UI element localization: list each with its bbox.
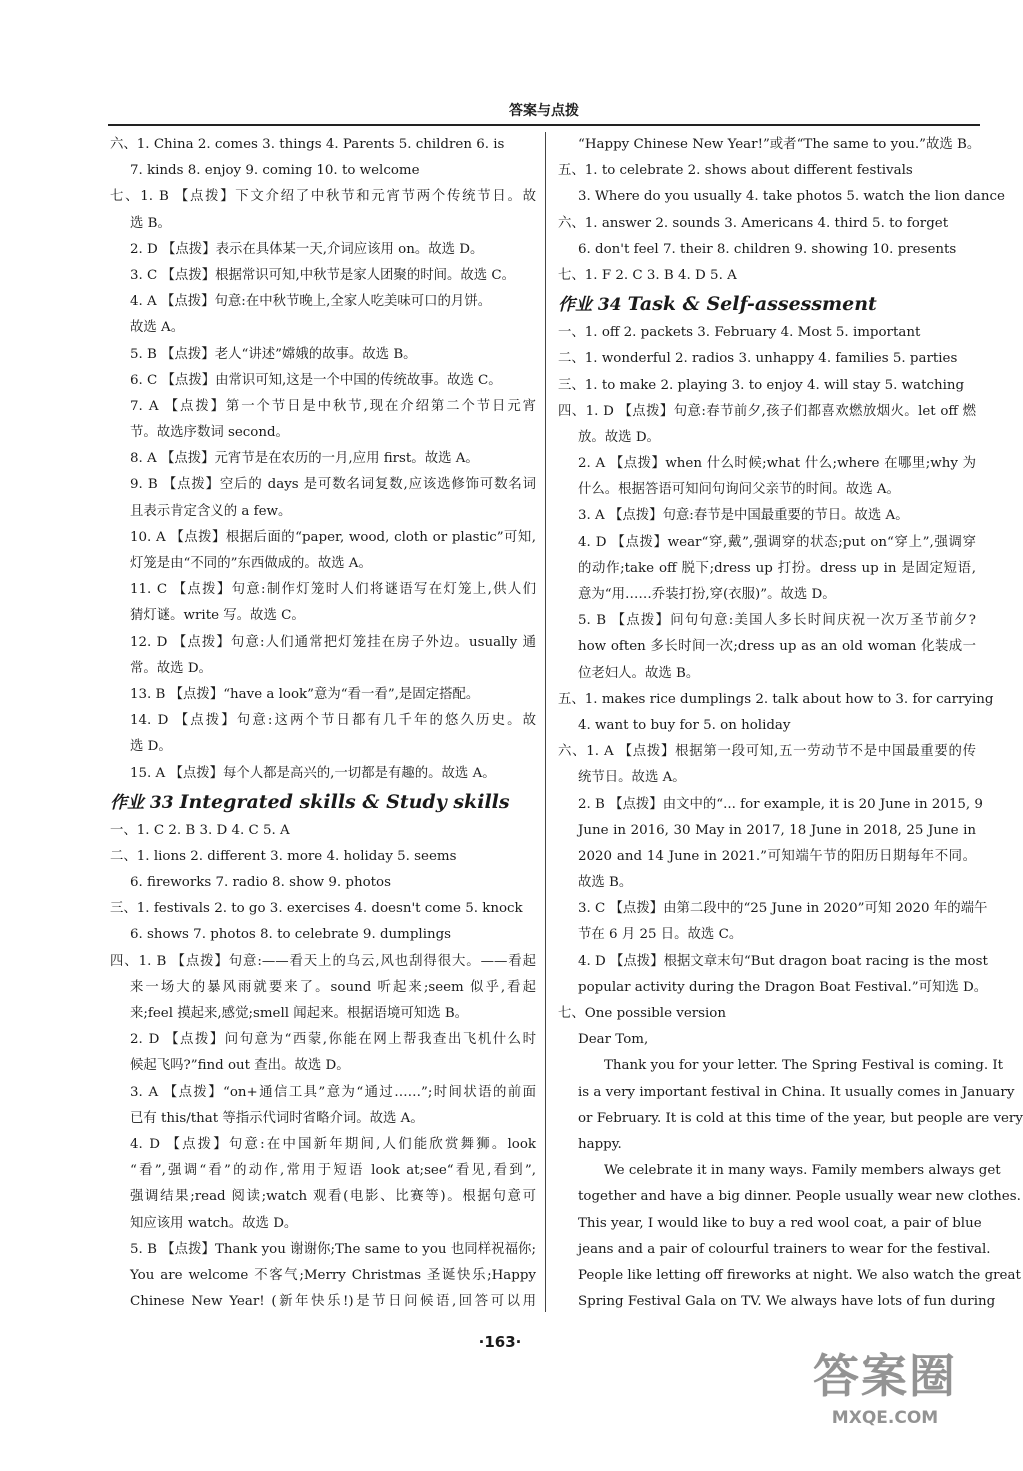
- text-line: 二、1. lions 2. different 3. more 4. holiday 5. seems: [110, 848, 457, 864]
- right-column: [558, 132, 1023, 1315]
- text-line: 9. B 【点拨】空后的 days 是可数名词复数,应该选修饰可数名词: [130, 477, 536, 493]
- text-line: 灯笼是由“不同的”东西做成的。故选 A。: [130, 556, 372, 571]
- section-number: 作业 33: [110, 792, 174, 813]
- text-line: “Happy Chinese New Year!”或者“The same to you.”故选 B。: [578, 137, 981, 152]
- text-line: 5. B 【点拨】老人“讲述”嫦娥的故事。故选 B。: [130, 346, 417, 362]
- text-line: 故选 A。: [130, 320, 185, 336]
- page-number: ·163·: [478, 1333, 522, 1351]
- text-line: 的动作;take off 脱下;dress up 打扮。dress up in 是固定短语,: [578, 560, 976, 576]
- text-line: 5. B 【点拨】Thank you 谢谢你;The same to you 也同样祝福你;: [130, 1241, 536, 1257]
- text-line: 3. Where do you usually 4. take photos 5. watch the lion dance: [578, 189, 1005, 205]
- text-line: 2. A 【点拨】when 什么时候;what 什么;where 在哪里;why 为: [578, 456, 976, 472]
- text-line: 7. A 【点拨】第一个节日是中秋节,现在介绍第二个节日元宵: [130, 398, 536, 414]
- text-line: 4. D 【点拨】句意:在中国新年期间,人们能欣赏舞狮。look: [130, 1136, 536, 1152]
- text-line: 候起飞吗?”find out 查出。故选 D。: [130, 1058, 350, 1074]
- watermark-logo-text: 答案圈: [813, 1349, 957, 1403]
- text-line: happy.: [578, 1136, 622, 1152]
- text-line: 来;feel 摸起来,感觉;smell 闻起来。根据语境可知选 B。: [130, 1006, 469, 1021]
- text-line: 6. fireworks 7. radio 8. show 9. photos: [130, 875, 391, 891]
- page-header-title: 答案与点拨: [509, 103, 579, 119]
- text-line: 来一场大的暴风雨就要来了。sound 听起来;seem 似乎,看起: [130, 979, 536, 995]
- text-line: 六、1. China 2. comes 3. things 4. Parents 5. children 6. is: [110, 137, 505, 152]
- text-line: 6. C 【点拨】由常识可知,这是一个中国的传统故事。故选 C。: [130, 372, 502, 388]
- text-line: 3. A 【点拨】“on+通信工具”意为“通过……”;时间状语的前面: [130, 1084, 536, 1100]
- section-title: [558, 289, 976, 320]
- text-line: 什么。根据答语可知问句询问父亲节的时间。故选 A。: [578, 482, 900, 498]
- text-line: “看”,强调“看”的动作,常用于短语 look at;see“看见,看到”,: [130, 1163, 536, 1179]
- text-line: 5. B 【点拨】问句句意:美国人多长时间庆祝一次万圣节前夕?: [578, 613, 976, 629]
- text-line: 四、1. B 【点拨】句意:——看天上的乌云,风也刮得很大。——看起: [110, 953, 536, 969]
- text-line: 6. shows 7. photos 8. to celebrate 9. dumplings: [130, 927, 452, 943]
- text-line: People like letting off fireworks at night. We also watch the great: [578, 1267, 1021, 1283]
- text-line: 五、1. to celebrate 2. shows about different festivals: [558, 163, 913, 179]
- text-line: 且表示肯定含义的 a few。: [130, 503, 292, 519]
- text-line: Chinese New Year! (新年快乐!)是节日问候语,回答可以用: [130, 1294, 536, 1310]
- text-line: 强调结果;read 阅读;watch 观看(电影、比赛等)。根据句意可: [130, 1189, 536, 1205]
- text-line: 四、1. D 【点拨】句意:春节前夕,孩子们都喜欢燃放烟火。let off 燃: [558, 403, 976, 419]
- text-line: You are welcome 不客气;Merry Christmas 圣诞快乐;Happy: [130, 1267, 536, 1283]
- text-line: 六、1. A 【点拨】根据第一段可知,五一劳动节不是中国最重要的传: [558, 744, 976, 760]
- text-line: 常。故选 D。: [130, 660, 212, 676]
- text-line: 10. A 【点拨】根据后面的“paper, wood, cloth or plastic”可知,: [130, 529, 536, 545]
- text-line: 2. D 【点拨】问句意为“西蒙,你能在网上帮我查出飞机什么时: [130, 1032, 536, 1048]
- section-heading: Task & Self-assessment: [627, 293, 877, 316]
- text-line: is a very important festival in China. It usually comes in January: [578, 1084, 1015, 1100]
- text-line: 故选 B。: [578, 875, 633, 891]
- text-line: 3. C 【点拨】由第二段中的“25 June in 2020”可知 2020 年的端午: [578, 901, 988, 917]
- text-line: together and have a big dinner. People usually wear new clothes.: [578, 1189, 1021, 1205]
- text-line: 13. B 【点拨】“have a look”意为“看一看”,是固定搭配。: [130, 686, 480, 702]
- text-line: 8. A 【点拨】元宵节是在农历的一月,应用 first。故选 A。: [130, 451, 479, 467]
- text-line: 七、1. F 2. C 3. B 4. D 5. A: [558, 267, 737, 283]
- text-line: 已有 this/that 等指示代词时省略介词。故选 A。: [130, 1110, 424, 1126]
- text-line: 三、1. to make 2. playing 3. to enjoy 4. will stay 5. watching: [558, 377, 965, 393]
- text-line: 4. want to buy for 5. on holiday: [578, 717, 791, 733]
- text-line: 12. D 【点拨】句意:人们通常把灯笼挂在房子外边。usually 通: [130, 634, 536, 650]
- text-line: 4. D 【点拨】wear“穿,戴”,强调穿的状态;put on“穿上”,强调穿: [578, 534, 976, 550]
- page-header: [108, 96, 980, 126]
- text-line: Spring Festival Gala on TV. We always have lots of fun during: [578, 1294, 996, 1310]
- text-line: 14. D 【点拨】句意:这两个节日都有几千年的悠久历史。故: [130, 713, 536, 729]
- text-line: 4. A 【点拨】句意:在中秋节晚上,全家人吃美味可口的月饼。: [130, 294, 492, 310]
- watermark-url: MXQE.COM: [831, 1408, 939, 1428]
- text-line: how often 多长时间一次;dress up as an old woman 化装成一: [578, 639, 976, 655]
- text-line: 3. C 【点拨】根据常识可知,中秋节是家人团聚的时间。故选 C。: [130, 267, 516, 283]
- text-line: 三、1. festivals 2. to go 3. exercises 4. doesn't come 5. knock: [110, 901, 523, 917]
- text-line: or February. It is cold at this time of the year, but people are very: [578, 1110, 1023, 1126]
- text-line: 放。故选 D。: [578, 429, 660, 445]
- text-line: 3. A 【点拨】句意:春节是中国最重要的节日。故选 A。: [578, 508, 909, 524]
- text-line: 6. don't feel 7. their 8. children 9. showing 10. presents: [578, 241, 957, 257]
- text-line: 知应该用 watch。故选 D。: [130, 1215, 298, 1231]
- text-line: 选 B。: [130, 215, 171, 231]
- text-line: 七、1. B 【点拨】下文介绍了中秋节和元宵节两个传统节日。故: [110, 189, 536, 205]
- text-line: 位老妇人。故选 B。: [578, 665, 700, 681]
- section-heading: Integrated skills & Study skills: [179, 790, 510, 813]
- text-line: 节。故选序数词 second。: [130, 425, 289, 441]
- text-line: 一、1. off 2. packets 3. February 4. Most 5. important: [558, 325, 921, 341]
- text-line: We celebrate it in many ways. Family members always get: [604, 1163, 1001, 1179]
- watermark-logo: [800, 1345, 970, 1455]
- text-line: 7. kinds 8. enjoy 9. coming 10. to welcome: [130, 163, 420, 179]
- text-line: popular activity during the Dragon Boat Festival.”可知选 D。: [578, 979, 988, 995]
- column-divider: [545, 132, 546, 1312]
- text-line: 2. D 【点拨】表示在具体某一天,介词应该用 on。故选 D。: [130, 241, 484, 257]
- text-line: 2020 and 14 June in 2021.”可知端午节的阳历日期每年不同。: [578, 848, 976, 864]
- text-line: 七、One possible version: [558, 1006, 726, 1021]
- text-line: 选 D。: [130, 739, 172, 755]
- text-line: 猜灯谜。write 写。故选 C。: [130, 608, 305, 624]
- text-line: 六、1. answer 2. sounds 3. Americans 4. third 5. to forget: [558, 215, 949, 231]
- text-line: jeans and a pair of colourful trainers to wear for the festival.: [578, 1241, 991, 1257]
- left-column: [110, 132, 536, 1315]
- text-line: 意为“用……乔装打扮,穿(衣服)”。故选 D。: [578, 587, 836, 602]
- text-line: 五、1. makes rice dumplings 2. talk about how to 3. for carrying: [558, 691, 994, 707]
- text-line: 节在 6 月 25 日。故选 C。: [578, 927, 743, 943]
- text-line: This year, I would like to buy a red wool coat, a pair of blue: [578, 1215, 982, 1231]
- text-line: 2. B 【点拨】由文中的“... for example, it is 20 June in 2015, 9: [578, 796, 983, 812]
- text-line: 15. A 【点拨】每个人都是高兴的,一切都是有趣的。故选 A。: [130, 765, 496, 781]
- section-title: [110, 787, 536, 818]
- text-line: 一、1. C 2. B 3. D 4. C 5. A: [110, 822, 290, 838]
- text-line: Thank you for your letter. The Spring Festival is coming. It: [604, 1058, 1004, 1074]
- section-number: 作业 34: [558, 295, 622, 316]
- text-line: June in 2016, 30 May in 2017, 18 June in 2018, 25 June in: [578, 822, 976, 838]
- text-line: 二、1. wonderful 2. radios 3. unhappy 4. families 5. parties: [558, 351, 958, 367]
- text-line: 统节日。故选 A。: [578, 770, 686, 786]
- text-line: 11. C 【点拨】句意:制作灯笼时人们将谜语写在灯笼上,供人们: [130, 582, 536, 598]
- text-line: 4. D 【点拨】根据文章末句“But dragon boat racing is the most: [578, 953, 988, 969]
- text-line: Dear Tom,: [578, 1032, 649, 1048]
